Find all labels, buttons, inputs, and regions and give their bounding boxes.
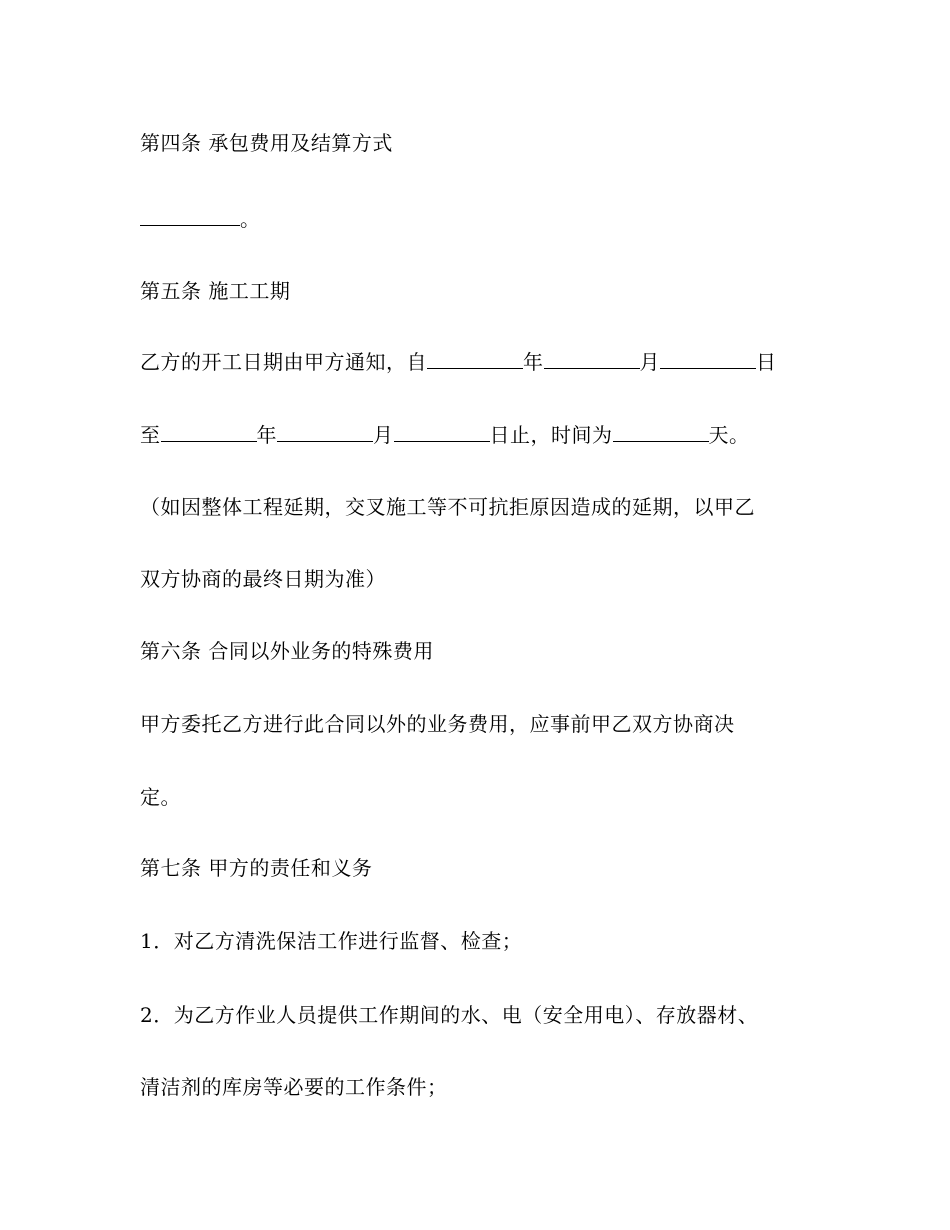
article-5-end-date-line: [140, 423, 750, 447]
article-6-heading: 第六条 合同以外业务的特殊费用: [140, 639, 434, 663]
article-5-note-line-2: 双方协商的最终日期为准）: [140, 567, 386, 591]
article-4-body-end: 。: [240, 207, 261, 231]
article-5-note-line-1: （如因整体工程延期，交叉施工等不可抗拒原因造成的延期，以甲乙: [140, 495, 755, 519]
end-date-intro: 至: [140, 423, 161, 447]
article-4-body: [140, 207, 261, 231]
day-label: 日: [756, 350, 777, 374]
fill-in-blank[interactable]: [140, 207, 240, 226]
year-label: 年: [523, 350, 544, 374]
end-month-blank[interactable]: [277, 423, 373, 442]
article-5-start-date-line: [140, 350, 777, 374]
start-day-blank[interactable]: [660, 350, 756, 369]
article-6-body-line-1: 甲方委托乙方进行此合同以外的业务费用，应事前甲乙双方协商决: [140, 712, 735, 736]
article-7-item-2-line-2: 清洁剂的库房等必要的工作条件；: [140, 1075, 448, 1099]
end-day-blank[interactable]: [394, 423, 490, 442]
article-7-heading: 第七条 甲方的责任和义务: [140, 856, 373, 880]
year-label: 年: [256, 423, 277, 447]
article-6-body-line-2: 定。: [140, 785, 181, 809]
start-year-blank[interactable]: [427, 350, 523, 369]
article-7-item-1: 1．对乙方清洗保洁工作进行监督、检查；: [140, 929, 523, 953]
article-7-item-2-line-1: 2．为乙方作业人员提供工作期间的水、电（安全用电）、存放器材、: [140, 1003, 759, 1027]
article-4-heading: 第四条 承包费用及结算方式: [140, 131, 393, 155]
month-label: 月: [639, 350, 660, 374]
month-label: 月: [373, 423, 394, 447]
duration-label: 日止，时间为: [489, 423, 613, 447]
article-5-heading: 第五条 施工工期: [140, 279, 291, 303]
duration-days-blank[interactable]: [613, 423, 709, 442]
start-month-blank[interactable]: [544, 350, 640, 369]
days-label: 天。: [708, 423, 750, 447]
end-year-blank[interactable]: [161, 423, 257, 442]
start-date-intro: 乙方的开工日期由甲方通知，自: [140, 350, 427, 374]
